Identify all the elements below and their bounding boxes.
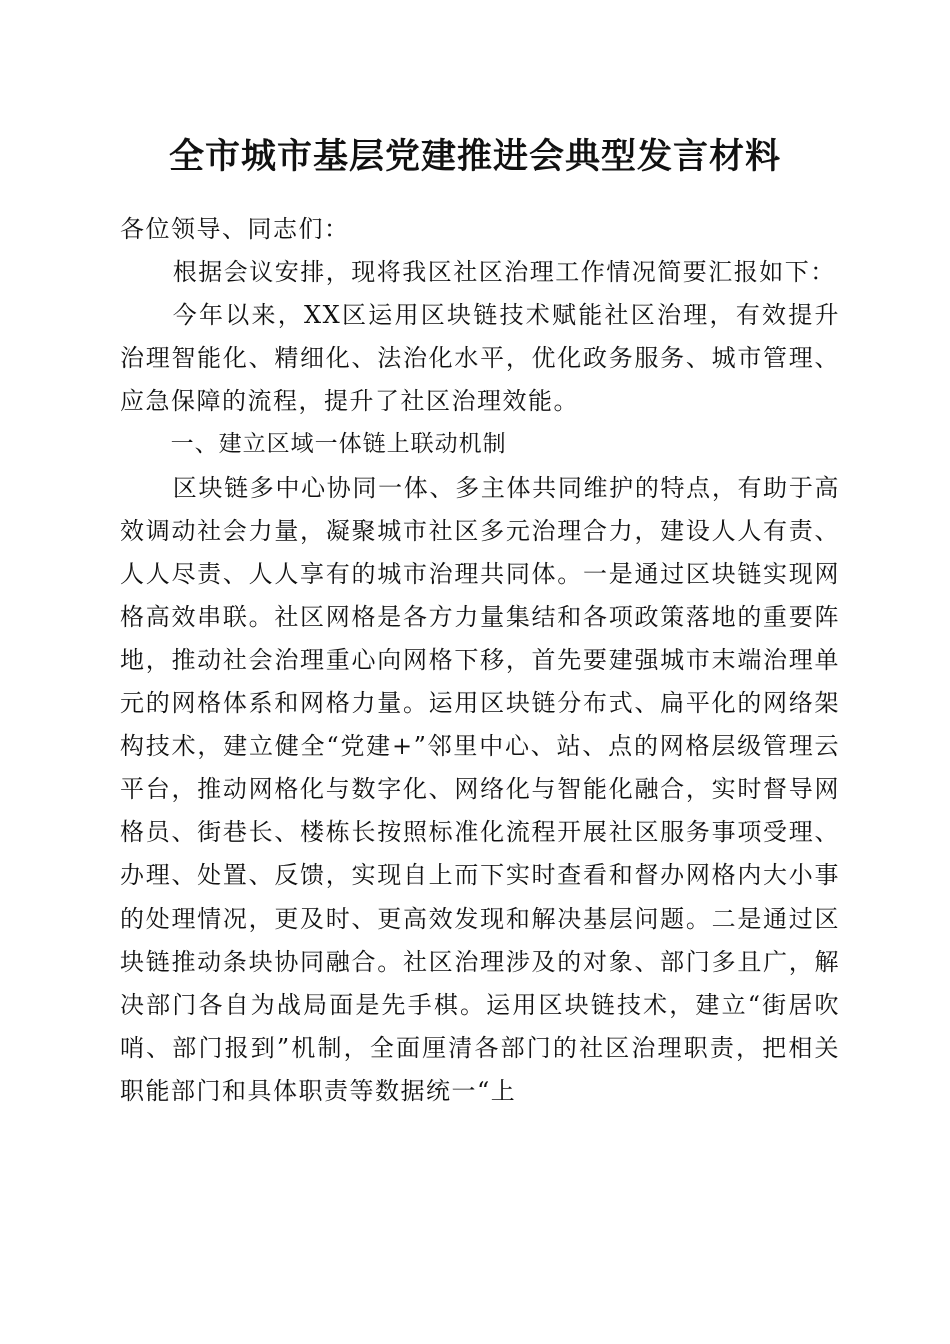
section-heading: 一、建立区域一体链上联动机制 xyxy=(170,431,507,458)
salutation: 各位领导、同志们： xyxy=(120,215,350,243)
document-body xyxy=(120,208,840,1113)
document-title: 全市城市基层党建推进会典型发言材料 xyxy=(168,136,781,177)
overview-paragraph: 今年以来，XX区运用区块链技术赋能社区治理，有效提升治理智能化、精细化、法治化水平，优化政务服务、城市管理、应急保障的流程，提升了社区治理效能。 xyxy=(120,301,840,416)
section-body-paragraph: 区块链多中心协同一体、多主体共同维护的特点，有助于高效调动社会力量，凝聚城市社区多元治理合力，建设人人有责、人人尽责、人人享有的城市治理共同体。一是通过区块链实现网格高效串联。社区网格是各方力量集结和各项政策落地的重要阵地，推动社会治理重心向网格下移，首先要建强城市末端治理单元的网格体系和网格力量。运用区块链分布式、扁平化的网络架构技术，建立健全“党建+”邻里中心、站、点的网格层级管理云平台，推动网格化与数字化、网络化与智能化融合，实时督导网格员、街巷长、楼栋长按照标准化流程开展社区服务事项受理、办理、处置、反馈，实现自上而下实时查看和督办网格内大小事的处理情况，更及时、更高效发现和解决基层问题。二是通过区块链推动条块协同融合。社区治理涉及的对象、部门多且广，解决部门各自为战局面是先手棋。运用区块链技术，建立“街居吹哨、部门报到”机制，全面厘清各部门的社区治理职责，把相关职能部门和具体职责等数据统一“上 xyxy=(120,473,840,1105)
intro-paragraph: 根据会议安排，现将我区社区治理工作情况简要汇报如下： xyxy=(172,258,836,287)
